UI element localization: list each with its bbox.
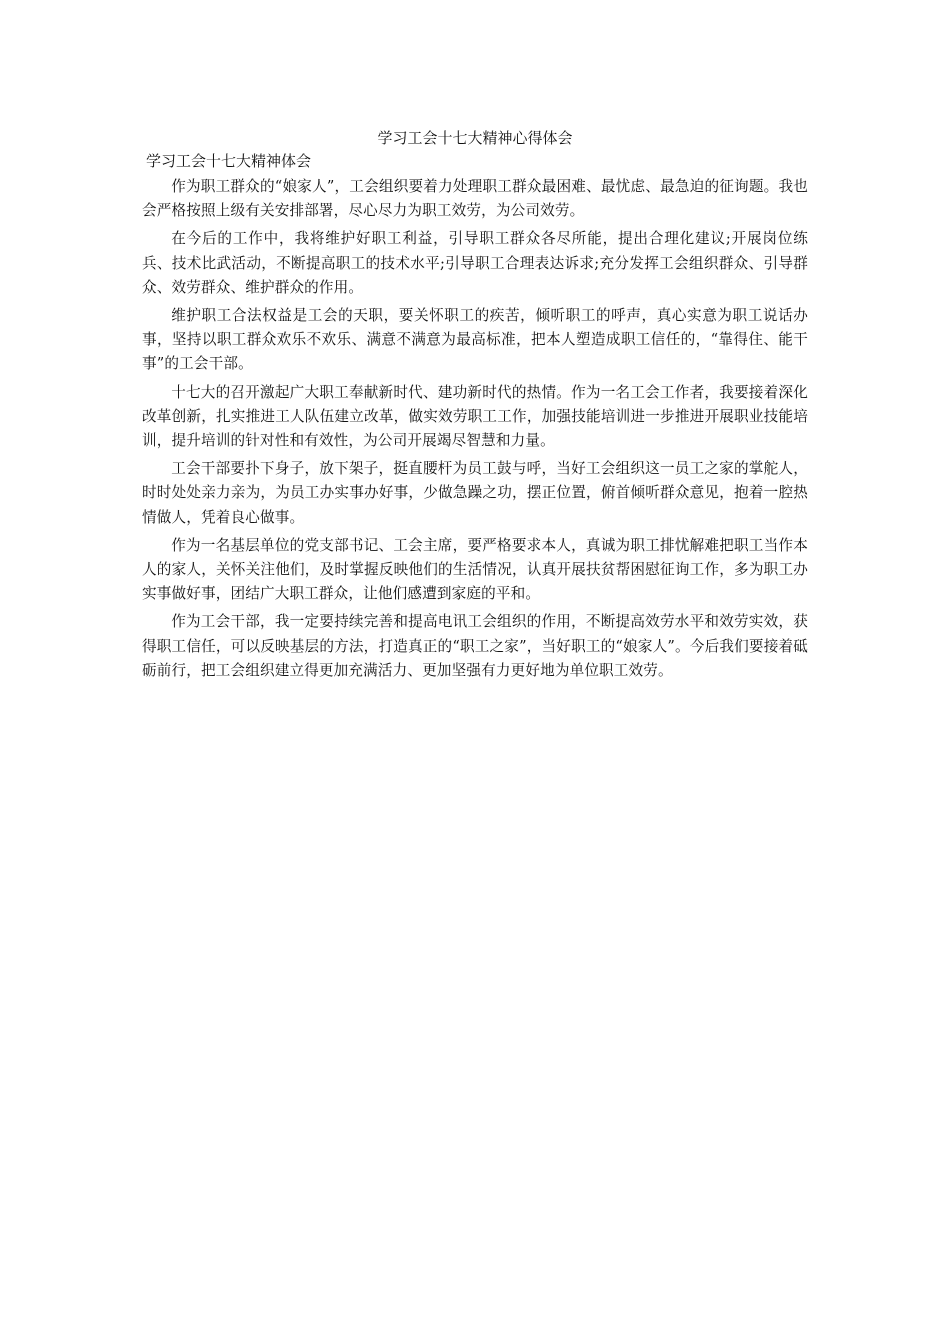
document-title: 学习工会十七大精神心得体会 (377, 129, 573, 147)
paragraph: 工会干部要扑下身子，放下架子，挺直腰杆为员工鼓与呼，当好工会组织这一员工之家的掌舵人，时时处处亲力亲为，为员工办实事办好事，少做急躁之功，摆正位置，俯首倾听群众意见，抱着一腔热情做人，凭着良心做事。 (142, 460, 808, 526)
document-body (142, 175, 808, 687)
paragraph: 在今后的工作中，我将维护好职工利益，引导职工群众各尽所能，提出合理化建议;开展岗位练兵、技术比武活动，不断提高职工的技术水平;引导职工合理表达诉求;充分发挥工会组织群众、引导群众、效劳群众、维护群众的作用。 (142, 230, 808, 296)
paragraph: 作为一名基层单位的党支部书记、工会主席，要严格要求本人，真诚为职工排忧解难把职工当作本人的家人，关怀关注他们，及时掌握反映他们的生活情况，认真开展扶贫帮困慰征询工作，多为职工办实事做好事，团结广大职工群众，让他们感遭到家庭的平和。 (142, 536, 808, 603)
paragraph: 十七大的召开激起广大职工奉献新时代、建功新时代的热情。作为一名工会工作者，我要接着深化改革创新，扎实推进工人队伍建立改革，做实效劳职工工作，加强技能培训进一步推进开展职业技能培训，提升培训的针对性和有效性，为公司开展竭尽智慧和力量。 (142, 383, 808, 450)
paragraph: 维护职工合法权益是工会的天职，要关怀职工的疾苦，倾听职工的呼声，真心实意为职工说话办事，坚持以职工群众欢乐不欢乐、满意不满意为最高标准，把本人塑造成职工信任的，“靠得住、能干事”的工会干部。 (142, 307, 808, 373)
document-subtitle: 学习工会十七大精神体会 (146, 152, 312, 170)
paragraph: 作为职工群众的“娘家人”，工会组织要着力处理职工群众最困难、最忧虑、最急迫的征询题。我也会严格按照上级有关安排部署，尽心尽力为职工效劳，为公司效劳。 (142, 178, 808, 220)
paragraph: 作为工会干部，我一定要持续完善和提高电讯工会组织的作用，不断提高效劳水平和效劳实效，获得职工信任，可以反映基层的方法，打造真正的“职工之家”，当好职工的“娘家人”。今后我们要接着砥砺前行，把工会组织建立得更加充满活力、更加坚强有力更好地为单位职工效劳。 (142, 613, 808, 679)
